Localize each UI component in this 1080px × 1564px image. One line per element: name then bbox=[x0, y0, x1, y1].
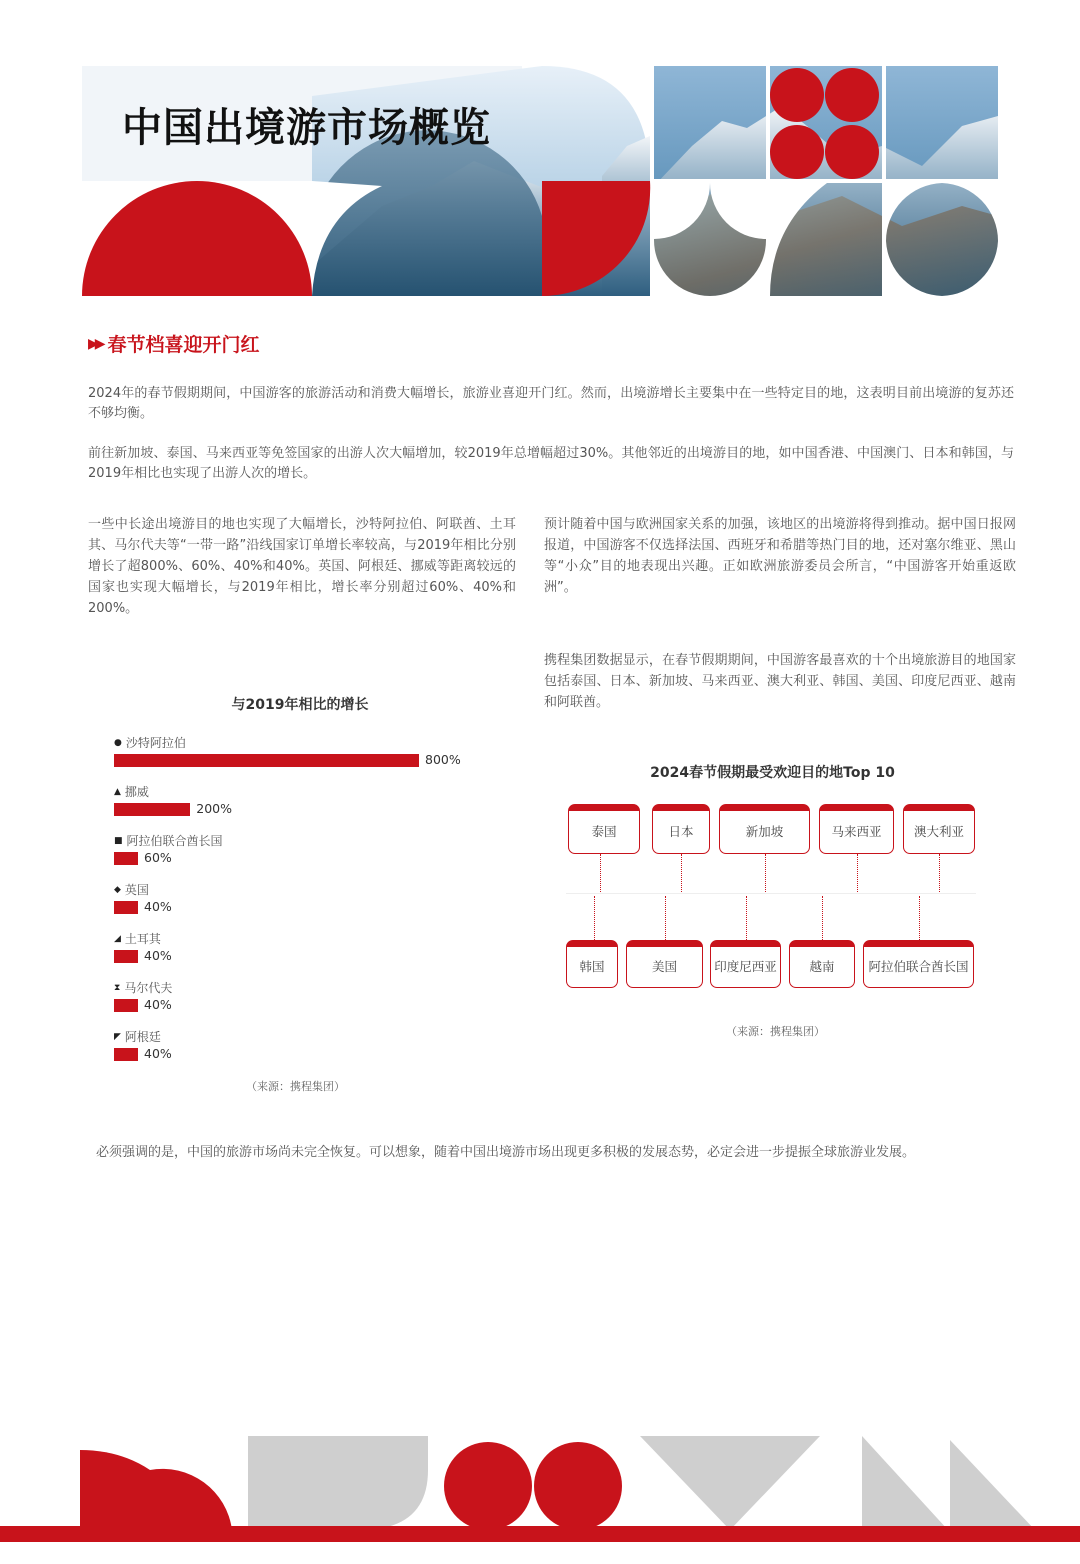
category-text: 阿根廷 bbox=[124, 1030, 161, 1044]
category-text: 土耳其 bbox=[124, 932, 161, 946]
connector-line bbox=[857, 854, 858, 892]
bar-value-label: 200% bbox=[196, 801, 232, 816]
bar-value-label: 40% bbox=[144, 997, 172, 1012]
header-banner bbox=[82, 66, 998, 296]
category-text: 挪威 bbox=[124, 785, 149, 799]
bar bbox=[114, 1048, 138, 1061]
category-marker-icon: ■ bbox=[114, 835, 123, 846]
bar-category-label bbox=[114, 1028, 161, 1045]
closing-paragraph: 必须强调的是，中国的旅游市场尚未完全恢复。可以想象，随着中国出境游市场出现更多积极的发展态势，必定会进一步提振全球旅游业发展。 bbox=[96, 1145, 916, 1160]
page-title: 中国出境游市场概览 bbox=[122, 105, 491, 151]
connector-line bbox=[919, 896, 920, 940]
divider-line bbox=[566, 893, 976, 894]
category-text: 沙特阿拉伯 bbox=[125, 736, 186, 750]
bar-category-label bbox=[114, 930, 161, 947]
bar-value-label: 60% bbox=[144, 850, 172, 865]
intro-paragraph-1: 2024年的春节假期期间，中国游客的旅游活动和消费大幅增长，旅游业喜迎开门红。然而，出境游增长主要集中在一些特定目的地，这表明目前出境游的复苏还不够均衡。 bbox=[88, 386, 1014, 421]
bar bbox=[114, 754, 419, 767]
top10-source: （来源：携程集团） bbox=[726, 1025, 825, 1038]
destination-box: 阿拉伯联合酋长国 bbox=[863, 940, 974, 988]
left-column-paragraph: 一些中长途出境游目的地也实现了大幅增长，沙特阿拉伯、阿联酋、土耳其、马尔代夫等“一带一路”沿线国家订单增长率较高，与2019年相比分别增长了超800%、60%、40%和40%。英国、阿根廷、挪威等距离较远的国家也实现大幅增长，与2019年相比，增长率分别超过60%、40%和200%。 bbox=[88, 517, 516, 616]
destination-box: 新加坡 bbox=[719, 804, 810, 854]
bar bbox=[114, 901, 138, 914]
destination-box: 澳大利亚 bbox=[903, 804, 975, 854]
right-column-paragraph-1: 预计随着中国与欧洲国家关系的加强，该地区的出境游将得到推动。据中国日报网报道，中国游客不仅选择法国、西班牙和希腊等热门目的地，还对塞尔维亚、黑山等“小众”目的地表现出兴趣。正如欧洲旅游委员会所言，“中国游客开始重返欧洲”。 bbox=[544, 517, 1016, 595]
bar-value-label: 40% bbox=[144, 1046, 172, 1061]
bar-category-label bbox=[114, 832, 223, 849]
bar-value-label: 40% bbox=[144, 899, 172, 914]
bar-category-label bbox=[114, 734, 186, 751]
bar-category-label bbox=[114, 881, 149, 898]
destination-box: 印度尼西亚 bbox=[710, 940, 781, 988]
category-text: 马尔代夫 bbox=[124, 981, 173, 995]
connector-line bbox=[594, 896, 595, 940]
connector-line bbox=[939, 854, 940, 892]
connector-line bbox=[746, 896, 747, 940]
bar-value-label: 800% bbox=[425, 752, 461, 767]
category-marker-icon: ▲ bbox=[114, 786, 121, 797]
intro-paragraph-2: 前往新加坡、泰国、马来西亚等免签国家的出游人次大幅增加，较2019年总增幅超过30%。其他邻近的出境游目的地，如中国香港、中国澳门、日本和韩国，与2019年相比也实现了出游人次的增长。 bbox=[88, 446, 1014, 481]
category-marker-icon: ⧗ bbox=[114, 982, 121, 993]
bar-category-label bbox=[114, 783, 149, 800]
destination-box: 马来西亚 bbox=[819, 804, 894, 854]
category-marker-icon: ◢ bbox=[114, 933, 121, 944]
destination-box: 日本 bbox=[652, 804, 710, 854]
top10-title: 2024春节假期最受欢迎目的地Top 10 bbox=[650, 765, 895, 781]
category-marker-icon: ◆ bbox=[114, 884, 121, 895]
bar bbox=[114, 852, 138, 865]
bar-value-label: 40% bbox=[144, 948, 172, 963]
bar-category-label bbox=[114, 979, 172, 996]
destination-box: 美国 bbox=[626, 940, 703, 988]
chart-title: 与2019年相比的增长 bbox=[231, 697, 369, 713]
section-heading-text: 春节档喜迎开门红 bbox=[107, 334, 260, 356]
destination-box: 泰国 bbox=[568, 804, 640, 854]
right-column-paragraph-2: 携程集团数据显示，在春节假期期间，中国游客最喜欢的十个出境旅游目的地国家包括泰国、日本、新加坡、马来西亚、澳大利亚、韩国、美国、印度尼西亚、越南和阿联酋。 bbox=[544, 653, 1016, 710]
connector-line bbox=[600, 854, 601, 892]
footer-graphic bbox=[0, 1430, 1080, 1560]
connector-line bbox=[765, 854, 766, 892]
connector-line bbox=[822, 896, 823, 940]
bar bbox=[114, 999, 138, 1012]
chart-source: （来源：携程集团） bbox=[246, 1080, 345, 1093]
footer-decoration bbox=[0, 1430, 1080, 1560]
category-text: 阿拉伯联合酋长国 bbox=[126, 834, 223, 848]
connector-line bbox=[665, 896, 666, 940]
destination-box: 韩国 bbox=[566, 940, 618, 988]
double-chevron-icon: ▶▶ bbox=[88, 335, 102, 352]
bar bbox=[114, 950, 138, 963]
category-marker-icon: ◤ bbox=[114, 1031, 121, 1042]
connector-line bbox=[681, 854, 682, 892]
category-marker-icon: ● bbox=[114, 737, 122, 748]
section-heading bbox=[88, 330, 260, 357]
destination-box: 越南 bbox=[789, 940, 855, 988]
top10-diagram bbox=[566, 800, 978, 995]
growth-bar-chart bbox=[114, 734, 494, 1064]
category-text: 英国 bbox=[124, 883, 149, 897]
bar bbox=[114, 803, 190, 816]
